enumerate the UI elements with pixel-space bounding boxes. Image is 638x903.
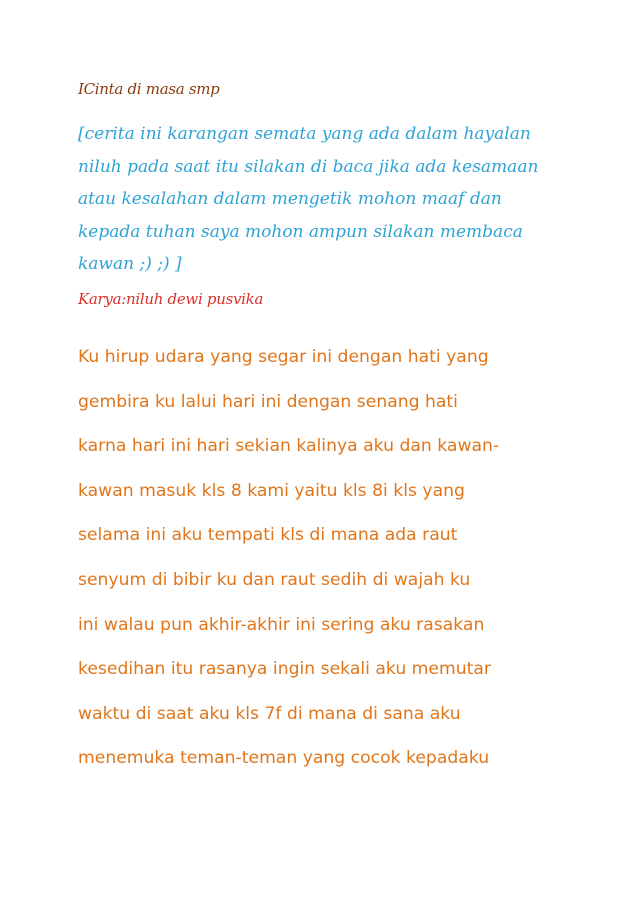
body-line: senyum di bibir ku dan raut sedih di wajah ku <box>78 569 471 590</box>
body-line: menemuka teman-teman yang cocok kepadaku <box>78 748 490 769</box>
body-line: karna hari ini hari sekian kalinya aku dan kawan- <box>78 436 500 457</box>
story-title: ICinta di masa smp <box>78 80 220 98</box>
body-line: gembira ku lalui hari ini dengan senang hati <box>78 391 458 412</box>
intro-line: kepada tuhan saya mohon ampun silakan membaca <box>78 221 523 242</box>
intro-paragraph <box>78 118 578 281</box>
intro-line: kawan ;) ;) ] <box>78 254 182 274</box>
body-line: waktu di saat aku kls 7f di mana di sana aku <box>78 703 461 724</box>
intro-line: [cerita ini karangan semata yang ada dalam hayalan <box>78 124 531 144</box>
body-line: kawan masuk kls 8 kami yaitu kls 8i kls yang <box>78 480 465 501</box>
body-line: kesedihan itu rasanya ingin sekali aku memutar <box>78 659 491 680</box>
intro-line: niluh pada saat itu silakan di baca jika ada kesamaan <box>78 156 539 177</box>
author-credit: Karya:niluh dewi pusvika <box>78 290 264 308</box>
intro-line: atau kesalahan dalam mengetik mohon maaf dan <box>78 189 502 209</box>
story-body <box>78 335 598 781</box>
body-line: selama ini aku tempati kls di mana ada raut <box>78 525 458 546</box>
body-line: Ku hirup udara yang segar ini dengan hati yang <box>78 347 489 367</box>
body-line: ini walau pun akhir-akhir ini sering aku rasakan <box>78 614 485 635</box>
